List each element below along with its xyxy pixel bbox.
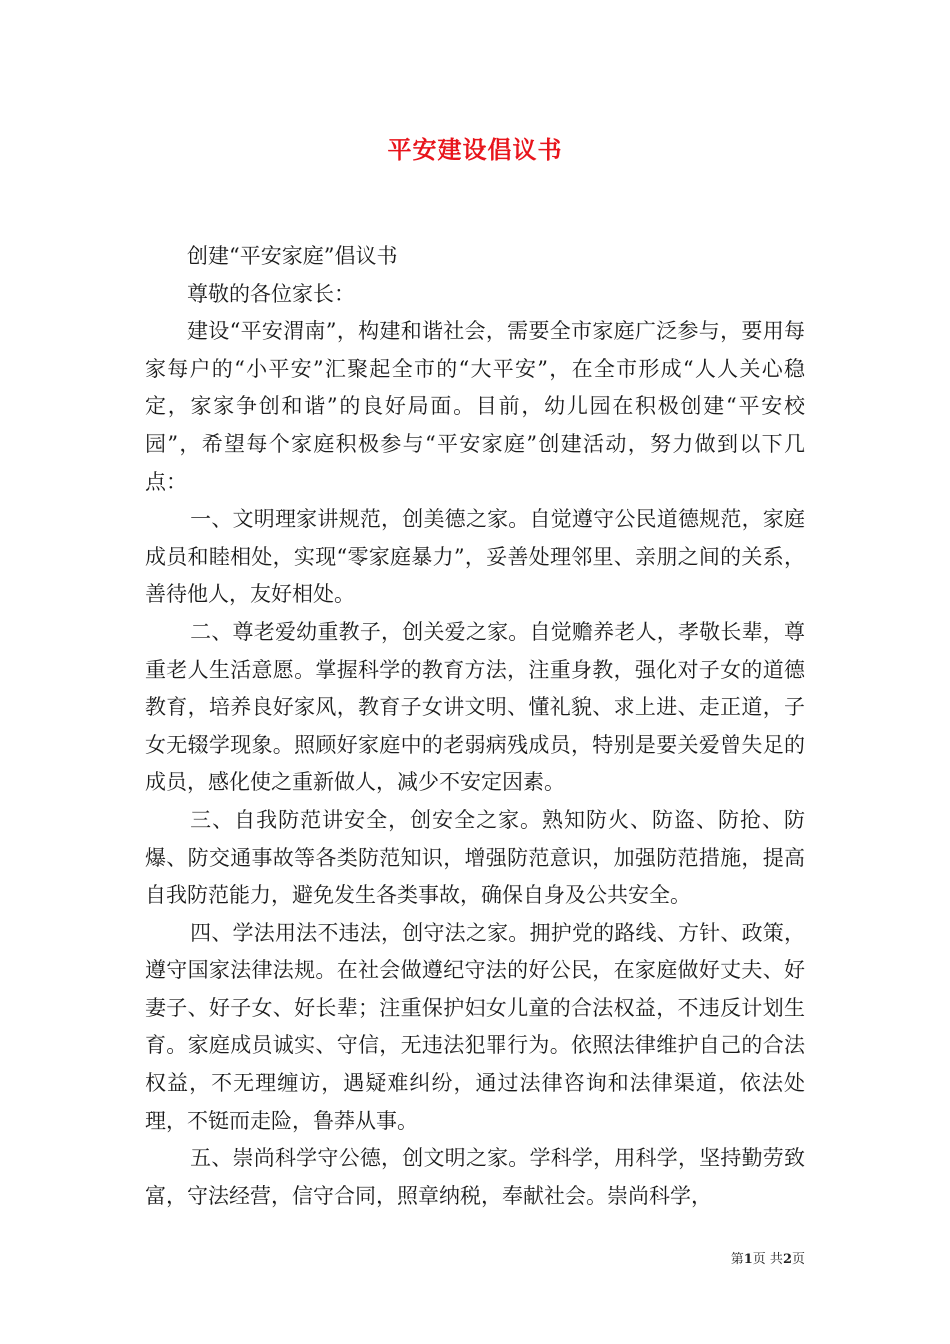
salutation-paragraph: 尊敬的各位家长： [187, 281, 355, 306]
item-five-paragraph: 五、崇尚科学守公德，创文明之家。学科学，用科学，坚持勤劳致富，守法经营，信守合同，照章纳税，奉献社会。崇尚科学， [145, 1146, 805, 1208]
page-title: 平安建设倡议书 [387, 135, 563, 164]
subtitle-paragraph: 创建“平安家庭”倡议书 [187, 244, 398, 268]
item-two-paragraph: 二、尊老爱幼重教子，创关爱之家。自觉赡养老人，孝敬长辈，尊重老人生活意愿。掌握科学的教育方法，注重身教，强化对子女的道德教育，培养良好家风，教育子女讲文明、懂礼貌、求上进、走正道，子女无辍学现象。照顾好家庭中的老弱病残成员，特别是要关爱曾失足的成员，感化使之重新做人，减少不安定因素。 [145, 619, 805, 795]
document-body [145, 238, 805, 1215]
item-four-paragraph: 四、学法用法不违法，创守法之家。拥护党的路线、方针、政策，遵守国家法律法规。在社会做遵纪守法的好公民，在家庭做好丈夫、好妻子、好子女、好长辈；注重保护妇女儿童的合法权益，不违反计划生育。家庭成员诚实、守信，无违法犯罪行为。依照法律维护自己的合法权益，不无理缠访，遇疑难纠纷，通过法律咨询和法律渠道，依法处理，不铤而走险，鲁莽从事。 [145, 920, 805, 1133]
item-three-paragraph: 三、自我防范讲安全，创安全之家。熟知防火、防盗、防抢、防爆、防交通事故等各类防范知识，增强防范意识，加强防范措施，提高自我防范能力，避免发生各类事故，确保自身及公共安全。 [145, 807, 805, 908]
footer-suffix: 页 [791, 1252, 805, 1267]
footer-middle: 页 共 [752, 1252, 783, 1267]
current-page-number: 1 [743, 1252, 753, 1267]
total-page-number: 2 [782, 1252, 792, 1267]
intro-paragraph: 建设“平安渭南”，构建和谐社会，需要全市家庭广泛参与，要用每家每户的“小平安”汇聚起全市的“大平安”，在全市形成“人人关心稳定，家家争创和谐”的良好局面。目前，幼儿园在积极创建“平安校园”，希望每个家庭积极参与“平安家庭”创建活动，努力做到以下几点： [145, 319, 805, 494]
footer-prefix: 第 [730, 1252, 744, 1267]
item-one-paragraph: 一、文明理家讲规范，创美德之家。自觉遵守公民道德规范，家庭成员和睦相处，实现“零家庭暴力”，妥善处理邻里、亲朋之间的关系，善待他人，友好相处。 [145, 507, 805, 607]
page-number-footer [731, 1248, 805, 1267]
